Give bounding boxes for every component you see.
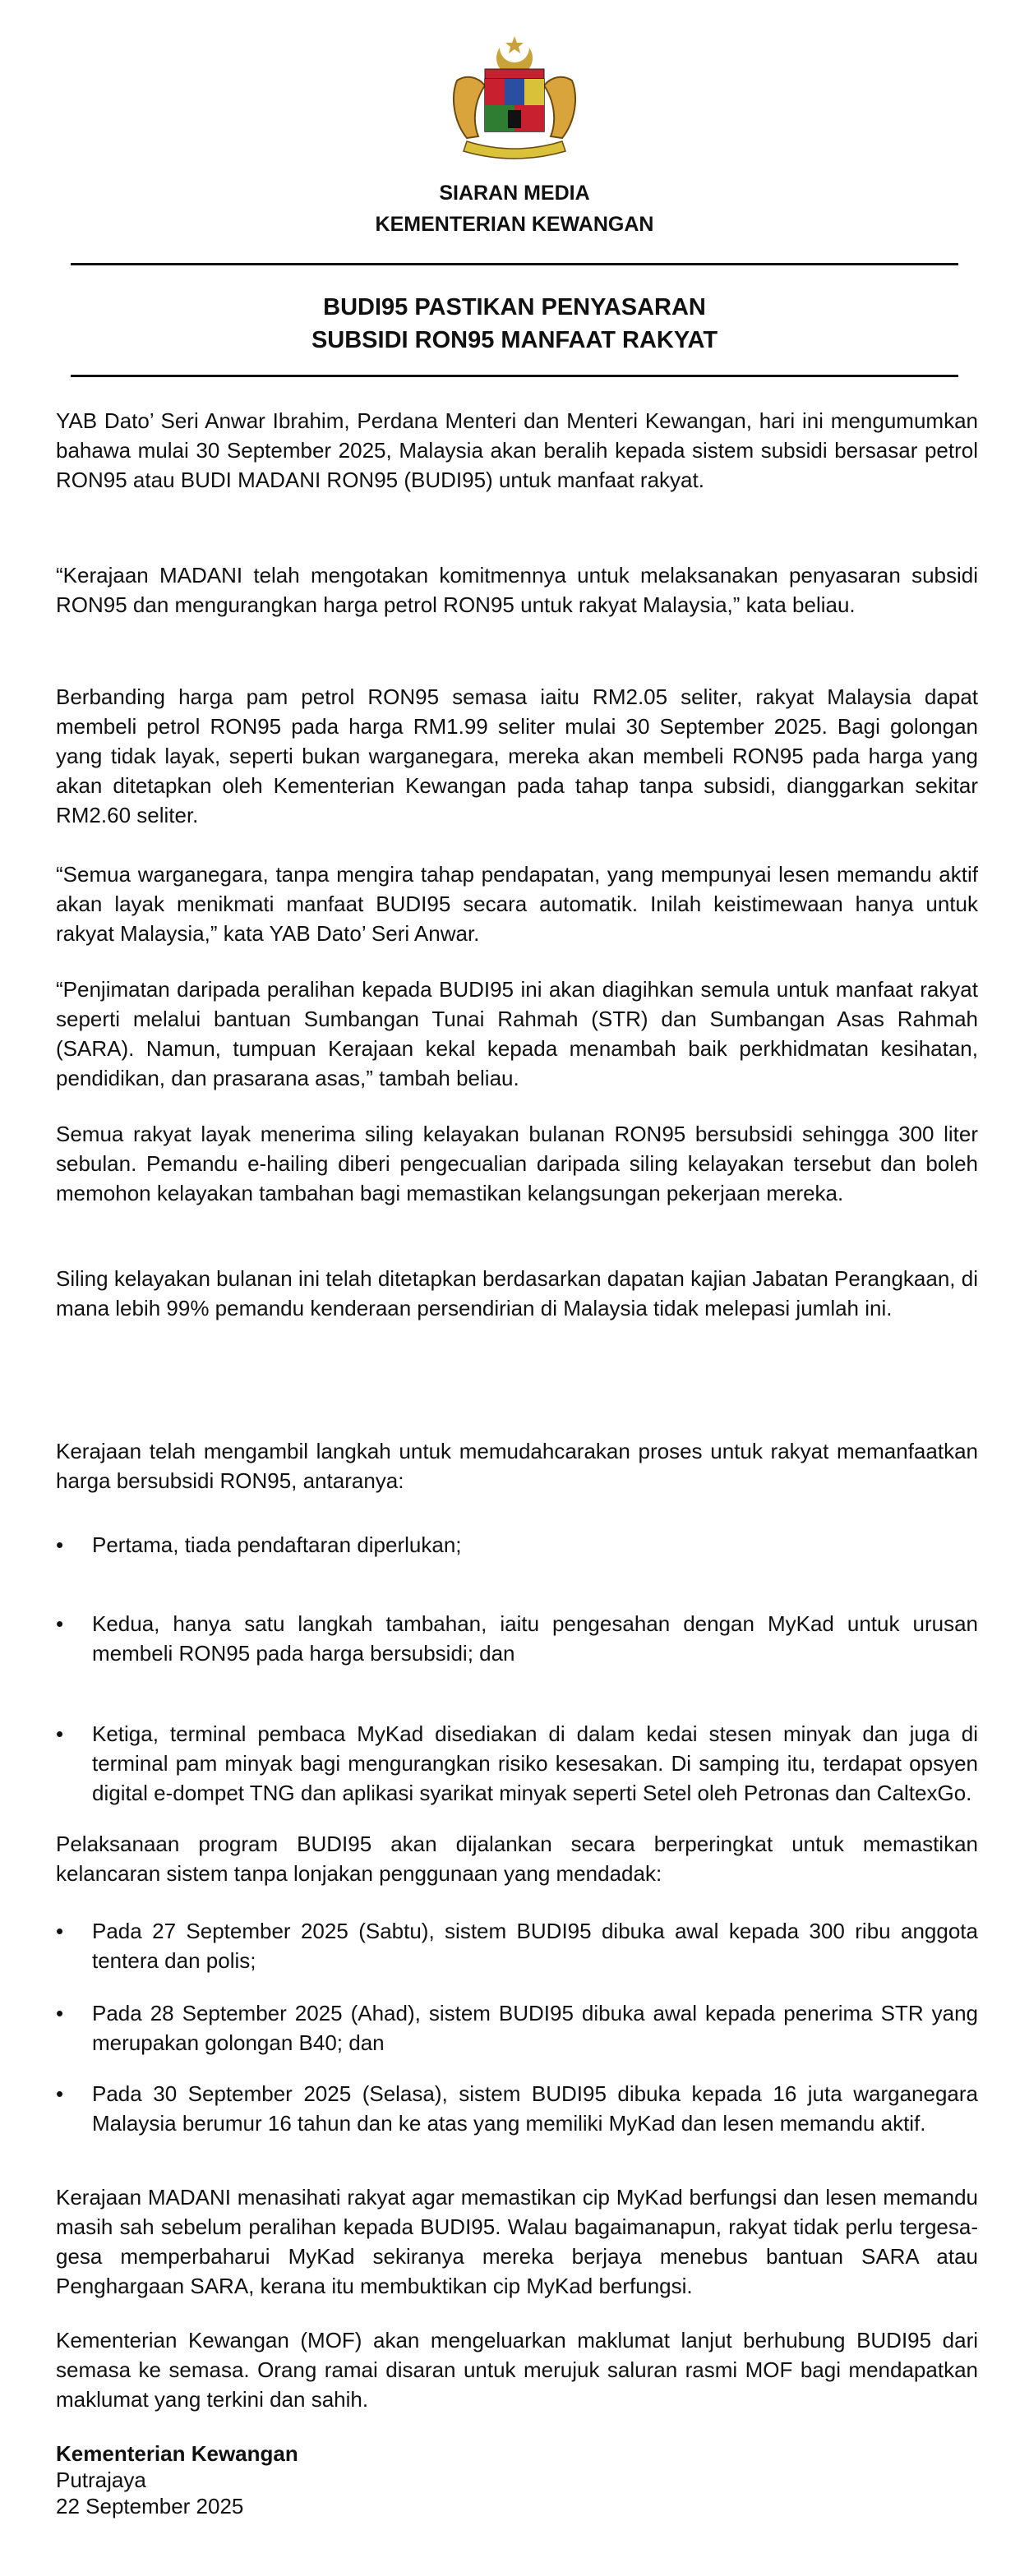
bullet-icon: • <box>56 1721 64 1746</box>
phase-text: Pada 28 September 2025 (Ahad), sistem BUDI95 dibuka awal kepada penerima STR yang merupakan golongan B40; dan <box>92 2001 978 2055</box>
ministry-label: KEMENTERIAN KEWANGAN <box>375 213 654 236</box>
step-text: Kedua, hanya satu langkah tambahan, iaitu pengesahan dengan MyKad untuk urusan membeli RON95 pada harga bersubsidi; dan <box>92 1611 978 1666</box>
step-text: Ketiga, terminal pembaca MyKad disediakan di dalam kedai stesen minyak dan juga di terminal pam minyak bagi mengurangkan risiko kesesakan. Di samping itu, terdapat opsyen digital e-dompet TNG dan aplikasi syarikat minyak seperti Setel oleh Petronas dan CaltexGo. <box>92 1721 978 1805</box>
signature-place: Putrajaya <box>56 2468 146 2492</box>
paragraph-monthly-ceiling: Semua rakyat layak menerima siling kelayakan bulanan RON95 bersubsidi sehingga 300 liter sebulan. Pemandu e-hailing diberi pengecualian daripada siling kelayakan tersebut dan boleh memohon kelayakan tambahan bagi memastikan kelangsungan pekerjaan mereka. <box>56 1122 978 1205</box>
signature-org: Kementerian Kewangan <box>56 2441 298 2466</box>
bullet-icon: • <box>56 1532 64 1557</box>
signature-date: 22 September 2025 <box>56 2494 244 2518</box>
list-item-step-2 <box>56 1609 978 1668</box>
bottom-divider <box>71 375 958 377</box>
paragraph-quote-commitment: “Kerajaan MADANI telah mengotakan komitmennya untuk melaksanakan penyasaran subsidi RON95 dan mengurangkan harga petrol RON95 untuk rakyat Malaysia,” kata beliau. <box>56 563 978 617</box>
signature-block <box>56 2440 298 2519</box>
list-item-step-3 <box>56 1719 978 1808</box>
paragraph-advisory: Kerajaan MADANI menasihati rakyat agar memastikan cip MyKad berfungsi dan lesen memandu masih sah sebelum peralihan kepada BUDI95. Walau bagaimanapun, rakyat tidak perlu tergesa-gesa memperbaharui MyKad sekiranya mereka berjaya menebus bantuan SARA atau Penghargaan SARA, kerana itu membuktikan cip MyKad berfungsi. <box>56 2185 978 2298</box>
coat-of-arms-logo <box>442 31 587 163</box>
paragraph-announcement: YAB Dato’ Seri Anwar Ibrahim, Perdana Menteri dan Menteri Kewangan, hari ini mengumumkan bahawa mulai 30 September 2025, Malaysia akan beralih kepada sistem subsidi bersasar petrol RON95 atau BUDI MADANI RON95 (BUDI95) untuk manfaat rakyat. <box>56 408 978 492</box>
paragraph-steps-intro: Kerajaan telah mengambil langkah untuk memudahcarakan proses untuk rakyat memanfaatkan harga bersubsidi RON95, antaranya: <box>56 1439 978 1493</box>
list-item-phase-1 <box>56 1916 978 1975</box>
step-text: Pertama, tiada pendaftaran diperlukan; <box>92 1532 462 1557</box>
list-item-step-1 <box>56 1530 978 1560</box>
headline-line-1: BUDI95 PASTIKAN PENYASARAN <box>323 294 706 320</box>
paragraph-ceiling-basis: Siling kelayakan bulanan ini telah ditetapkan berdasarkan dapatan kajian Jabatan Perangkaan, di mana lebih 99% pemandu kenderaan persendirian di Malaysia tidak melepasi jumlah ini. <box>56 1266 978 1320</box>
paragraph-pricing: Berbanding harga pam petrol RON95 semasa iaitu RM2.05 seliter, rakyat Malaysia dapat membeli petrol RON95 pada harga RM1.99 seliter mulai 30 September 2025. Bagi golongan yang tidak layak, seperti bukan warganegara, mereka akan membeli RON95 pada harga yang akan ditetapkan oleh Kementerian Kewangan pada tahap tanpa subsidi, dianggarkan sekitar RM2.60 seliter. <box>56 684 978 827</box>
media-release-label: SIARAN MEDIA <box>439 182 590 205</box>
headline-line-2: SUBSIDI RON95 MANFAAT RAKYAT <box>311 327 718 353</box>
list-item-phase-3 <box>56 2079 978 2138</box>
top-divider <box>71 263 958 265</box>
bullet-icon: • <box>56 2081 64 2106</box>
list-item-phase-2 <box>56 1998 978 2058</box>
phase-text: Pada 27 September 2025 (Sabtu), sistem BUDI95 dibuka awal kepada 300 ribu anggota tentera dan polis; <box>92 1919 978 1973</box>
paragraph-further-info: Kementerian Kewangan (MOF) akan mengeluarkan maklumat lanjut berhubung BUDI95 dari semasa ke semasa. Orang ramai disaran untuk merujuk saluran rasmi MOF bagi mendapatkan maklumat yang terkini dan sahih. <box>56 2328 978 2412</box>
paragraph-savings: “Penjimatan daripada peralihan kepada BUDI95 ini akan diagihkan semula untuk manfaat rakyat seperti melalui bantuan Sumbangan Tunai Rahmah (STR) dan Sumbangan Asas Rahmah (SARA). Namun, tumpuan Kerajaan kekal kepada menambah baik perkhidmatan kesihatan, pendidikan, dan prasarana asas,” tambah beliau. <box>56 977 978 1090</box>
bullet-icon: • <box>56 1611 64 1636</box>
bullet-icon: • <box>56 2001 64 2025</box>
bullet-icon: • <box>56 1919 64 1943</box>
paragraph-eligibility: “Semua warganegara, tanpa mengira tahap pendapatan, yang mempunyai lesen memandu aktif akan layak menikmati manfaat BUDI95 secara automatik. Inilah keistimewaan hanya untuk rakyat Malaysia,” kata YAB Dato’ Seri Anwar. <box>56 862 978 946</box>
phase-text: Pada 30 September 2025 (Selasa), sistem BUDI95 dibuka kepada 16 juta warganegara Malaysia berumur 16 tahun dan ke atas yang memiliki MyKad dan lesen memandu aktif. <box>92 2081 978 2136</box>
paragraph-phases-intro: Pelaksanaan program BUDI95 akan dijalankan secara berperingkat untuk memastikan kelancaran sistem tanpa lonjakan penggunaan yang mendadak: <box>56 1832 978 1886</box>
